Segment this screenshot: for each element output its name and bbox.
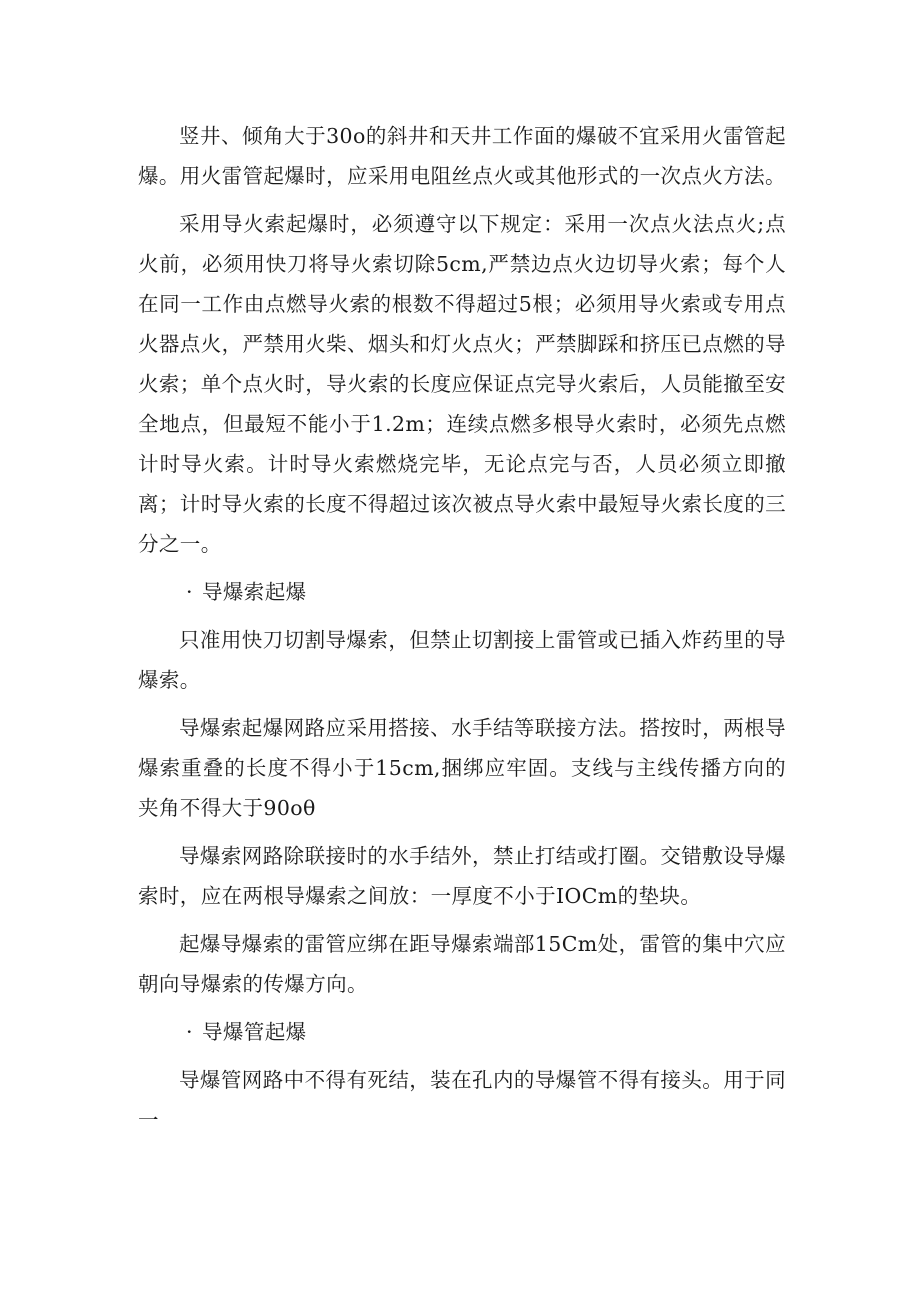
paragraph-cord-knots: 导爆索网路除联接时的水手结外，禁止打结或打圈。交错敷设导爆索时，应在两根导爆索之间放：一厚度不小于IOCm的垫块。 bbox=[138, 844, 786, 908]
paragraph-cord-network: 导爆索起爆网路应采用搭接、水手结等联接方法。搭按时，两根导爆索重叠的长度不得小于15cm,捆绑应牢固。支线与主线传播方向的夹角不得大于90oθ bbox=[138, 716, 786, 820]
paragraph-fire-detonator: 竖井、倾角大于30o的斜井和天井工作面的爆破不宜采用火雷管起爆。用火雷管起爆时，应采用电阻丝点火或其他形式的一次点火方法。 bbox=[138, 124, 786, 188]
heading-text: 导爆管起爆 bbox=[202, 1020, 307, 1044]
paragraph-safety-fuse-rules: 采用导火索起爆时，必须遵守以下规定：采用一次点火法点火;点火前，必须用快刀将导火索切除5cm,严禁边点火边切导火索；每个人在同一工作由点燃导火索的根数不得超过5根；必须用导火索或专用点火器点火，严禁用火柴、烟头和灯火点火；严禁脚踩和挤压已点燃的导火索；单个点火时，导火索的长度应保证点完导火索后，人员能撤至安全地点，但最短不能小于1.2m；连续点燃多根导火索时，必须先点燃计时导火索。计时导火索燃烧完毕，无论点完与否，人员必须立即撤离；计时导火索的长度不得超过该次被点导火索中最短导火索长度的三分之一。 bbox=[138, 212, 786, 556]
document-page bbox=[138, 116, 786, 1140]
bullet-marker: · bbox=[186, 580, 193, 604]
paragraph-shock-tube-network: 导爆管网路中不得有死结，装在孔内的导爆管不得有接头。用于同一 bbox=[138, 1068, 786, 1132]
paragraph-cord-detonator: 起爆导爆索的雷管应绑在距导爆索端部15Cm处，雷管的集中穴应朝向导爆索的传爆方向。 bbox=[138, 932, 786, 996]
paragraph-cord-cutting: 只准用快刀切割导爆索，但禁止切割接上雷管或已插入炸药里的导爆索。 bbox=[138, 628, 786, 692]
heading-text: 导爆索起爆 bbox=[202, 580, 307, 604]
bullet-marker: · bbox=[186, 1020, 193, 1044]
heading-detonating-cord bbox=[138, 572, 786, 612]
heading-shock-tube bbox=[138, 1012, 786, 1052]
